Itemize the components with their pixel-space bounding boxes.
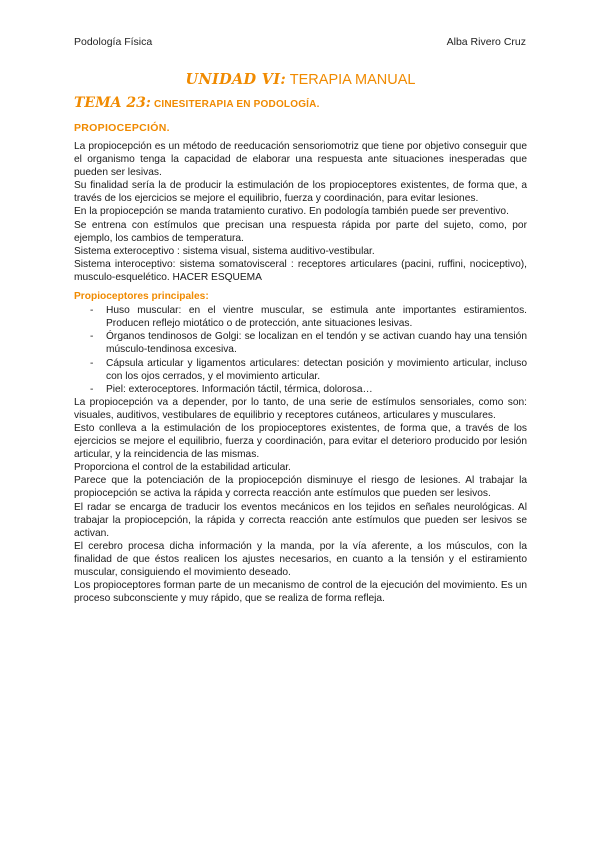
- unit-title-text: TERAPIA MANUAL: [286, 72, 416, 88]
- unit-title: [74, 70, 527, 90]
- header-author: Alba Rivero Cruz: [446, 36, 526, 48]
- list-item-text: Piel: exteroceptores. Información táctil, térmica, dolorosa…: [106, 383, 373, 395]
- propioceptores-heading: Propioceptores principales:: [74, 291, 209, 303]
- paragraph: La propiocepción es un método de reeducación sensoriomotriz que tiene por objetivo conseguir que el organismo tenga la capacidad de elaborar una respuesta ante situaciones inesperadas que pueden ser lesivas.: [74, 141, 527, 179]
- list-item: [90, 383, 527, 396]
- list-item: [90, 357, 527, 383]
- tema-title: [74, 95, 527, 113]
- paragraph: La propiocepción va a depender, por lo tanto, de una serie de estímulos sensoriales, como son: visuales, auditivos, vestibulares de equilibrio y receptores cutáneos, articulares y musculares.: [74, 396, 527, 421]
- paragraph: El radar se encarga de traducir los eventos mecánicos en los tejidos en señales neurológicas. Al trabajar la propiocepción, la rápida y correcta reacción ante estímulos que pueden ser lesivos se activan.: [74, 501, 527, 539]
- paragraph: Sistema interoceptivo: sistema somatovisceral : receptores articulares (pacini, ruffini, nociceptivo), musculo-esquelético. HACER ESQUEMA: [74, 258, 527, 283]
- document-body: [74, 70, 527, 605]
- paragraph: En la propiocepción se manda tratamiento curativo. En podología también puede ser preventivo.: [74, 206, 509, 218]
- dash-bullet: -: [90, 383, 94, 395]
- paragraph: Parece que la potenciación de la propiocepción disminuye el riesgo de lesiones. Al trabajar la propiocepción se activa la rápida y correcta reacción ante estímulos que pueden ser lesivos.: [74, 475, 527, 500]
- paragraph: Se entrena con estímulos que precisan una respuesta rápida por parte del sujeto, como, por ejemplo, los cambios de temperatura.: [74, 219, 527, 244]
- tema-title-prefix: TEMA 23:: [74, 95, 151, 111]
- header-subject: Podología Física: [74, 36, 153, 48]
- unit-title-prefix: UNIDAD VI:: [185, 71, 287, 88]
- list-item-text: Cápsula articular y ligamentos articulares: detectan posición y movimiento articular, incluso con los ojos cerrados, y el movimiento articular.: [106, 357, 527, 382]
- list-item: [90, 330, 527, 356]
- paragraph: Los propioceptores forman parte de un mecanismo de control de la ejecución del movimiento. Es un proceso subconsciente y muy rápido, que se realiza de forma refleja.: [74, 580, 527, 605]
- paragraph: Esto conlleva a la estimulación de los propioceptores existentes, de forma que, a través de los ejercicios se mejore el equilibrio, fuerza y coordinación, para evitar el deterioro producido por lesión articular, y la reincidencia de las mismas.: [74, 422, 527, 461]
- dash-bullet: -: [90, 331, 94, 343]
- paragraph: El cerebro procesa dicha información y la manda, por la vía aferente, a los músculos, con la finalidad de que éstos realicen los ajustes necesarios, en cuanto a la tensión y el estiramiento muscular, consiguiendo el movimiento deseado.: [74, 540, 527, 578]
- paragraph-group-a: [74, 140, 527, 284]
- paragraph: Proporciona el control de la estabilidad articular.: [74, 462, 291, 474]
- list-item: [90, 304, 527, 330]
- list-item-text: Huso muscular: en el vientre muscular, se estimula ante importantes estiramientos. Producen reflejo miotático o de protección, ante situaciones lesivas.: [106, 305, 527, 330]
- paragraph: Su finalidad sería la de producir la estimulación de los propioceptores existentes, de forma que, a través de los ejercicios se mejore el equilibrio, fuerza y coordinación, para evitar lesiones.: [74, 180, 527, 205]
- dash-bullet: -: [90, 305, 94, 317]
- dash-bullet: -: [90, 357, 94, 369]
- tema-title-text: CINESITERAPIA EN PODOLOGÍA.: [150, 99, 320, 110]
- section-heading: PROPIOCEPCIÓN.: [74, 122, 170, 134]
- list-item-text: Órganos tendinosos de Golgi: se localizan en el tendón y se activan cuando hay una tensión músculo-tendinosa excesiva.: [106, 331, 527, 356]
- paragraph-group-b: [74, 396, 527, 606]
- paragraph: Sistema exteroceptivo : sistema visual, sistema auditivo-vestibular.: [74, 245, 375, 257]
- propioceptores-list: [74, 304, 527, 396]
